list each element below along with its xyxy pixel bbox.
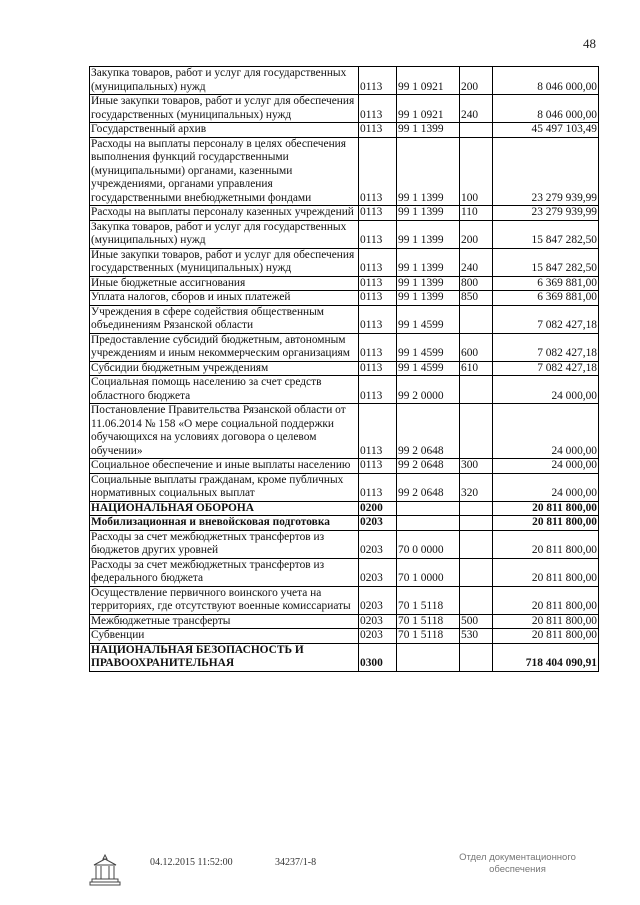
footer-doc-number: 34237/1-8 (275, 857, 317, 868)
row-sum: 8 046 000,00 (493, 95, 599, 123)
row-target-code: 99 1 1399 (397, 276, 460, 291)
row-name: Закупка товаров, работ и услуг для государственных (муниципальных) нужд (90, 220, 359, 248)
row-expense-type: 300 (460, 459, 493, 474)
row-expense-type (460, 501, 493, 516)
row-section-code: 0113 (359, 333, 397, 361)
row-section-code: 0113 (359, 376, 397, 404)
row-name: Закупка товаров, работ и услуг для государственных (муниципальных) нужд (90, 67, 359, 95)
row-expense-type (460, 558, 493, 586)
row-name: Субсидии бюджетным учреждениям (90, 361, 359, 376)
row-target-code: 70 1 5118 (397, 629, 460, 644)
footer-datetime: 04.12.2015 11:52:00 (150, 857, 233, 868)
table-row (90, 276, 599, 291)
row-sum: 23 279 939,99 (493, 206, 599, 221)
row-sum: 20 811 800,00 (493, 586, 599, 614)
row-expense-type (460, 305, 493, 333)
row-target-code: 99 1 4599 (397, 333, 460, 361)
table-row (90, 206, 599, 221)
row-expense-type (460, 404, 493, 459)
row-sum: 718 404 090,91 (493, 643, 599, 671)
row-section-code: 0113 (359, 305, 397, 333)
row-sum: 20 811 800,00 (493, 530, 599, 558)
row-expense-type: 240 (460, 95, 493, 123)
row-name: Расходы на выплаты персоналу в целях обеспечения выполнения функций государственными (муниципальными) органами, казенными учреждениями, органами управления государственными внебюджетными фондами (90, 137, 359, 206)
table-row (90, 67, 599, 95)
row-expense-type: 200 (460, 67, 493, 95)
row-name: Социальная помощь населению за счет средств областного бюджета (90, 376, 359, 404)
row-name: Предоставление субсидий бюджетным, автономным учреждениям и иным некоммерческим организациям (90, 333, 359, 361)
table-row (90, 305, 599, 333)
row-expense-type: 200 (460, 220, 493, 248)
table-row (90, 123, 599, 138)
row-section-code: 0113 (359, 220, 397, 248)
row-section-code: 0203 (359, 530, 397, 558)
building-stamp-icon (88, 853, 122, 887)
row-sum: 20 811 800,00 (493, 516, 599, 531)
table-row (90, 404, 599, 459)
row-section-code: 0113 (359, 291, 397, 306)
row-name: Иные закупки товаров, работ и услуг для обеспечения государственных (муниципальных) нужд (90, 95, 359, 123)
row-sum: 7 082 427,18 (493, 333, 599, 361)
row-section-code: 0203 (359, 516, 397, 531)
row-target-code: 70 1 5118 (397, 614, 460, 629)
row-sum: 24 000,00 (493, 376, 599, 404)
row-name: Иные закупки товаров, работ и услуг для обеспечения государственных (муниципальных) нужд (90, 248, 359, 276)
page-number: 48 (583, 36, 596, 51)
row-target-code: 99 1 4599 (397, 305, 460, 333)
table-row (90, 291, 599, 306)
row-section-code: 0113 (359, 95, 397, 123)
row-expense-type (460, 530, 493, 558)
row-section-code: 0203 (359, 629, 397, 644)
row-target-code: 99 1 0921 (397, 67, 460, 95)
row-name: Расходы за счет межбюджетных трансфертов из бюджетов других уровней (90, 530, 359, 558)
row-section-code: 0203 (359, 558, 397, 586)
row-sum: 45 497 103,49 (493, 123, 599, 138)
table-row (90, 361, 599, 376)
row-expense-type: 320 (460, 473, 493, 501)
row-target-code: 99 1 0921 (397, 95, 460, 123)
row-target-code: 99 1 1399 (397, 137, 460, 206)
row-expense-type: 800 (460, 276, 493, 291)
row-name: НАЦИОНАЛЬНАЯ БЕЗОПАСНОСТЬ И ПРАВООХРАНИТЕЛЬНАЯ (90, 643, 359, 671)
row-sum: 24 000,00 (493, 404, 599, 459)
row-name: Постановление Правительства Рязанской области от 11.06.2014 № 158 «О мере социальной поддержки обучающихся на условиях договора о целевом обучении» (90, 404, 359, 459)
row-section-code: 0113 (359, 137, 397, 206)
table-row (90, 248, 599, 276)
row-name: Учреждения в сфере содействия общественным объединениям Рязанской области (90, 305, 359, 333)
row-expense-type (460, 123, 493, 138)
row-target-code: 99 1 1399 (397, 291, 460, 306)
row-expense-type: 850 (460, 291, 493, 306)
row-target-code: 99 2 0000 (397, 376, 460, 404)
table-row (90, 333, 599, 361)
row-sum: 20 811 800,00 (493, 629, 599, 644)
row-target-code: 70 1 0000 (397, 558, 460, 586)
row-name: Расходы на выплаты персоналу казенных учреждений (90, 206, 359, 221)
table-row (90, 516, 599, 531)
table-row (90, 95, 599, 123)
row-target-code: 99 2 0648 (397, 404, 460, 459)
row-sum: 6 369 881,00 (493, 276, 599, 291)
row-target-code: 99 1 1399 (397, 206, 460, 221)
row-target-code: 99 2 0648 (397, 473, 460, 501)
table-row (90, 376, 599, 404)
row-sum: 24 000,00 (493, 459, 599, 474)
footer-department: Отдел документационного обеспечения (459, 852, 576, 875)
row-sum: 20 811 800,00 (493, 614, 599, 629)
row-section-code: 0113 (359, 404, 397, 459)
row-target-code: 70 0 0000 (397, 530, 460, 558)
row-name: Государственный архив (90, 123, 359, 138)
footer (0, 852, 640, 895)
row-name: Мобилизационная и вневойсковая подготовка (90, 516, 359, 531)
row-name: Социальное обеспечение и иные выплаты населению (90, 459, 359, 474)
row-section-code: 0113 (359, 248, 397, 276)
row-target-code: 99 1 1399 (397, 220, 460, 248)
row-sum: 23 279 939,99 (493, 137, 599, 206)
row-target-code: 99 1 4599 (397, 361, 460, 376)
row-section-code: 0113 (359, 276, 397, 291)
row-section-code: 0113 (359, 361, 397, 376)
row-target-code: 99 2 0648 (397, 459, 460, 474)
row-sum: 15 847 282,50 (493, 220, 599, 248)
row-sum: 6 369 881,00 (493, 291, 599, 306)
row-name: Иные бюджетные ассигнования (90, 276, 359, 291)
table-row (90, 629, 599, 644)
row-section-code: 0203 (359, 586, 397, 614)
row-sum: 24 000,00 (493, 473, 599, 501)
row-target-code (397, 501, 460, 516)
table-row (90, 586, 599, 614)
row-name: Уплата налогов, сборов и иных платежей (90, 291, 359, 306)
row-section-code: 0300 (359, 643, 397, 671)
row-expense-type: 610 (460, 361, 493, 376)
row-target-code (397, 516, 460, 531)
table-row (90, 473, 599, 501)
budget-table (89, 66, 599, 672)
row-expense-type: 530 (460, 629, 493, 644)
row-expense-type: 500 (460, 614, 493, 629)
row-name: Межбюджетные трансферты (90, 614, 359, 629)
row-name: Субвенции (90, 629, 359, 644)
budget-table-body (90, 67, 599, 672)
row-expense-type (460, 376, 493, 404)
table-row (90, 459, 599, 474)
row-section-code: 0113 (359, 473, 397, 501)
row-sum: 8 046 000,00 (493, 67, 599, 95)
table-row (90, 643, 599, 671)
row-section-code: 0113 (359, 459, 397, 474)
row-expense-type (460, 643, 493, 671)
table-row (90, 137, 599, 206)
row-sum: 20 811 800,00 (493, 501, 599, 516)
row-target-code: 99 1 1399 (397, 248, 460, 276)
row-target-code: 70 1 5118 (397, 586, 460, 614)
row-expense-type: 600 (460, 333, 493, 361)
row-sum: 20 811 800,00 (493, 558, 599, 586)
row-target-code: 99 1 1399 (397, 123, 460, 138)
row-section-code: 0113 (359, 206, 397, 221)
row-sum: 7 082 427,18 (493, 361, 599, 376)
row-expense-type (460, 516, 493, 531)
row-expense-type (460, 586, 493, 614)
row-name: Осуществление первичного воинского учета на территориях, где отсутствуют военные комиссариаты (90, 586, 359, 614)
table-row (90, 614, 599, 629)
table-row (90, 220, 599, 248)
row-section-code: 0113 (359, 67, 397, 95)
row-expense-type: 110 (460, 206, 493, 221)
table-row (90, 501, 599, 516)
row-section-code: 0200 (359, 501, 397, 516)
row-sum: 15 847 282,50 (493, 248, 599, 276)
row-sum: 7 082 427,18 (493, 305, 599, 333)
row-expense-type: 100 (460, 137, 493, 206)
row-name: Социальные выплаты гражданам, кроме публичных нормативных социальных выплат (90, 473, 359, 501)
row-name: Расходы за счет межбюджетных трансфертов из федерального бюджета (90, 558, 359, 586)
table-row (90, 558, 599, 586)
row-expense-type: 240 (460, 248, 493, 276)
table-row (90, 530, 599, 558)
row-name: НАЦИОНАЛЬНАЯ ОБОРОНА (90, 501, 359, 516)
row-section-code: 0203 (359, 614, 397, 629)
row-section-code: 0113 (359, 123, 397, 138)
row-target-code (397, 643, 460, 671)
